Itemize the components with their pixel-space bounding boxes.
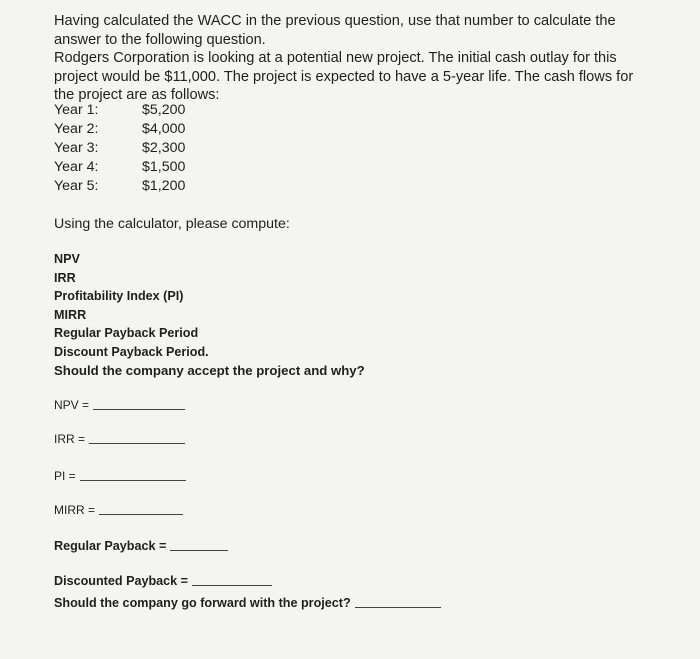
intro-line-wacc: Having calculated the WACC in the previous question, use that number to calculate the answer to the following question. [54,13,616,48]
cash-flow-year: Year 3: [54,140,99,156]
npv-answer-label: NPV = [54,398,90,412]
discounted-payback-blank[interactable] [192,584,272,586]
metric-npv: NPV [54,252,80,266]
pi-answer-blank[interactable] [80,479,186,481]
npv-answer [54,398,185,412]
metric-mirr: MIRR [54,307,87,322]
cash-flow-amount: $2,300 [142,140,186,156]
cash-flow-year: Year 4: [54,159,99,175]
irr-answer-blank[interactable] [89,442,185,444]
cash-flow-year: Year 5: [54,178,99,194]
mirr-answer [54,503,183,517]
irr-answer-label: IRR = [54,432,86,446]
go-forward-blank[interactable] [355,606,441,608]
discounted-payback-label: Discounted Payback = [54,574,189,588]
cash-flow-amount: $5,200 [142,102,186,118]
regular-payback-blank[interactable] [170,549,228,551]
mirr-answer-label: MIRR = [54,503,96,517]
cash-flow-amount: $4,000 [142,121,186,137]
cash-flow-year: Year 1: [54,102,99,118]
cash-flow-year: Year 2: [54,121,99,137]
metric-discount-payback: Discount Payback Period. [54,344,209,359]
accept-question: Should the company accept the project and why? [54,362,365,378]
irr-answer [54,432,185,446]
metric-regular-payback: Regular Payback Period [54,326,199,341]
npv-answer-blank[interactable] [93,408,185,410]
compute-prompt: Using the calculator, please compute: [54,216,290,232]
regular-payback-label: Regular Payback = [54,539,167,553]
pi-answer-label: PI = [54,469,76,483]
cash-flow-amount: $1,500 [142,159,186,175]
metric-irr: IRR [54,270,76,285]
pi-answer [54,469,186,483]
intro-line-project: Rodgers Corporation is looking at a potential new project. The initial cash outlay for this project would be $11,000. The project is expected to have a 5-year life. The cash flows for the project are as follows: [54,50,634,103]
go-forward-answer [54,596,441,610]
regular-payback-answer [54,539,228,553]
cash-flow-amount: $1,200 [142,178,186,194]
metric-pi: Profitability Index (PI) [54,289,184,304]
discounted-payback-answer [54,574,272,588]
mirr-answer-blank[interactable] [99,513,183,515]
go-forward-label: Should the company go forward with the project? [54,596,351,610]
